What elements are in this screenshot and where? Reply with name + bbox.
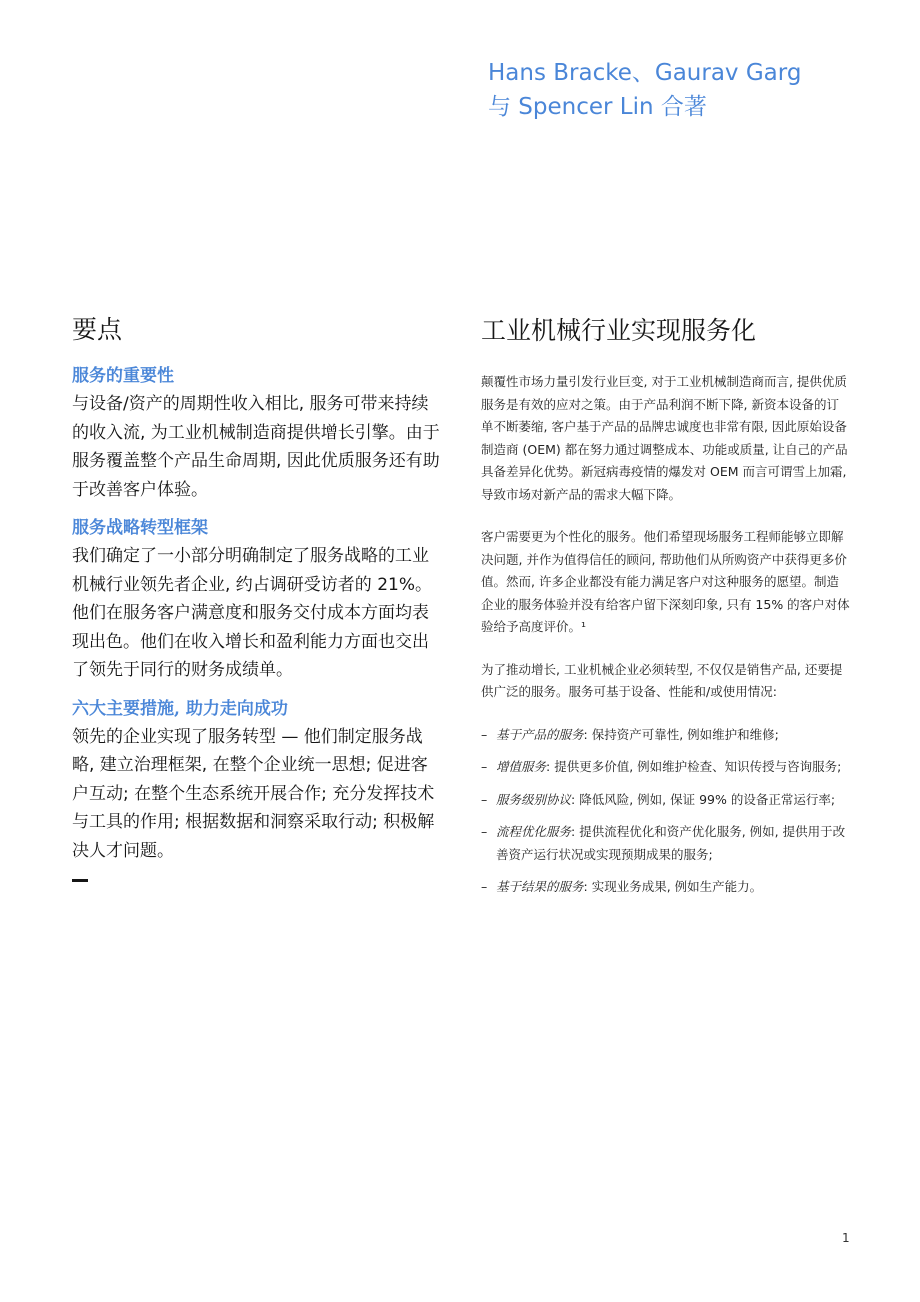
authors-line-1: Hans Bracke、Gaurav Garg xyxy=(488,60,802,86)
services-list xyxy=(481,724,851,899)
list-item xyxy=(481,876,851,899)
section-end-mark xyxy=(72,879,88,882)
list-item xyxy=(481,756,851,779)
service-desc: : 提供更多价值, 例如维护检查、知识传授与咨询服务; xyxy=(546,759,842,774)
service-name: 增值服务 xyxy=(496,759,547,774)
key-point-body-1: 与设备/资产的周期性收入相比, 服务可带来持续的收入流, 为工业机械制造商提供增长引擎。由于服务覆盖整个产品生命周期, 因此优质服务还有助于改善客户体验。 xyxy=(72,394,440,500)
service-name: 基于结果的服务 xyxy=(496,879,584,894)
authors-line-2: 与 Spencer Lin 合著 xyxy=(488,94,707,120)
service-name: 服务级别协议 xyxy=(496,791,572,807)
service-name: 流程优化服务 xyxy=(496,824,572,839)
list-item xyxy=(481,789,851,812)
list-dash: – xyxy=(481,879,488,894)
article-paragraph-3: 为了推动增长, 工业机械企业必须转型, 不仅仅是销售产品, 还要提供广泛的服务。服务可基于设备、性能和/或使用情况: xyxy=(481,661,843,699)
service-desc: : 降低风险, 例如, 保证 99% 的设备正常运行率; xyxy=(571,791,836,807)
key-point-body-3: 领先的企业实现了服务转型 — 他们制定服务战略, 建立治理框架, 在整个企业统一思想; 促进客户互动; 在整个生态系统开展合作; 充分发挥技术与工具的作用; 根据数据和洞察采取行动; 积极解决人才问题。 xyxy=(72,726,435,861)
list-dash: – xyxy=(481,759,488,774)
key-point-body-2: 我们确定了一小部分明确制定了服务战略的工业机械行业领先者企业, 约占调研受访者的 21%。他们在服务客户满意度和服务交付成本方面均表现出色。他们在收入增长和盈利能力方面也交出了领先于同行的财务成绩单。 xyxy=(72,546,432,680)
service-desc: : 提供流程优化和资产优化服务, 例如, 提供用于改善资产运行状况或实现预期成果的服务; xyxy=(496,824,846,862)
key-points-title: 要点 xyxy=(72,315,123,344)
authors-block xyxy=(488,56,888,124)
service-name: 基于产品的服务 xyxy=(496,726,584,742)
list-item xyxy=(481,821,851,866)
list-dash: – xyxy=(481,726,488,742)
list-dash: – xyxy=(481,824,488,839)
list-dash: – xyxy=(481,791,488,807)
article-paragraph-2: 客户需要更为个性化的服务。他们希望现场服务工程师能够立即解决问题, 并作为值得信任的顾问, 帮助他们从所购资产中获得更多价值。然而, 许多企业都没有能力满足客户对这种服务的愿望。制造企业的服务体验并没有给客户留下深刻印象, 只有 15% 的客户对体验给予高度评价。¹ xyxy=(481,529,850,634)
key-point-heading-2: 服务战略转型框架 xyxy=(72,518,208,538)
article-paragraph-1: 颠覆性市场力量引发行业巨变, 对于工业机械制造商而言, 提供优质服务是有效的应对之策。由于产品利润不断下降, 新资本设备的订单不断萎缩, 客户基于产品的品牌忠诚度也非常有限, 因此原始设备制造商 (OEM) 都在努力通过调整成本、功能或质量, 让自己的产品具备差异化优势。新冠病毒疫情的爆发对 OEM 而言可谓雪上加霜, 导致市场对新产品的需求大幅下降。 xyxy=(481,374,848,502)
key-point-heading-3: 六大主要措施, 助力走向成功 xyxy=(72,698,288,719)
page-number: 1 xyxy=(842,1231,850,1245)
service-desc: : 保持资产可靠性, 例如维护和维修; xyxy=(583,726,779,742)
article-title: 工业机械行业实现服务化 xyxy=(481,316,757,345)
list-item xyxy=(481,724,851,747)
main-article xyxy=(481,313,851,909)
key-points-section xyxy=(72,312,444,882)
service-desc: : 实现业务成果, 例如生产能力。 xyxy=(583,879,763,894)
key-point-heading-1: 服务的重要性 xyxy=(72,366,174,386)
